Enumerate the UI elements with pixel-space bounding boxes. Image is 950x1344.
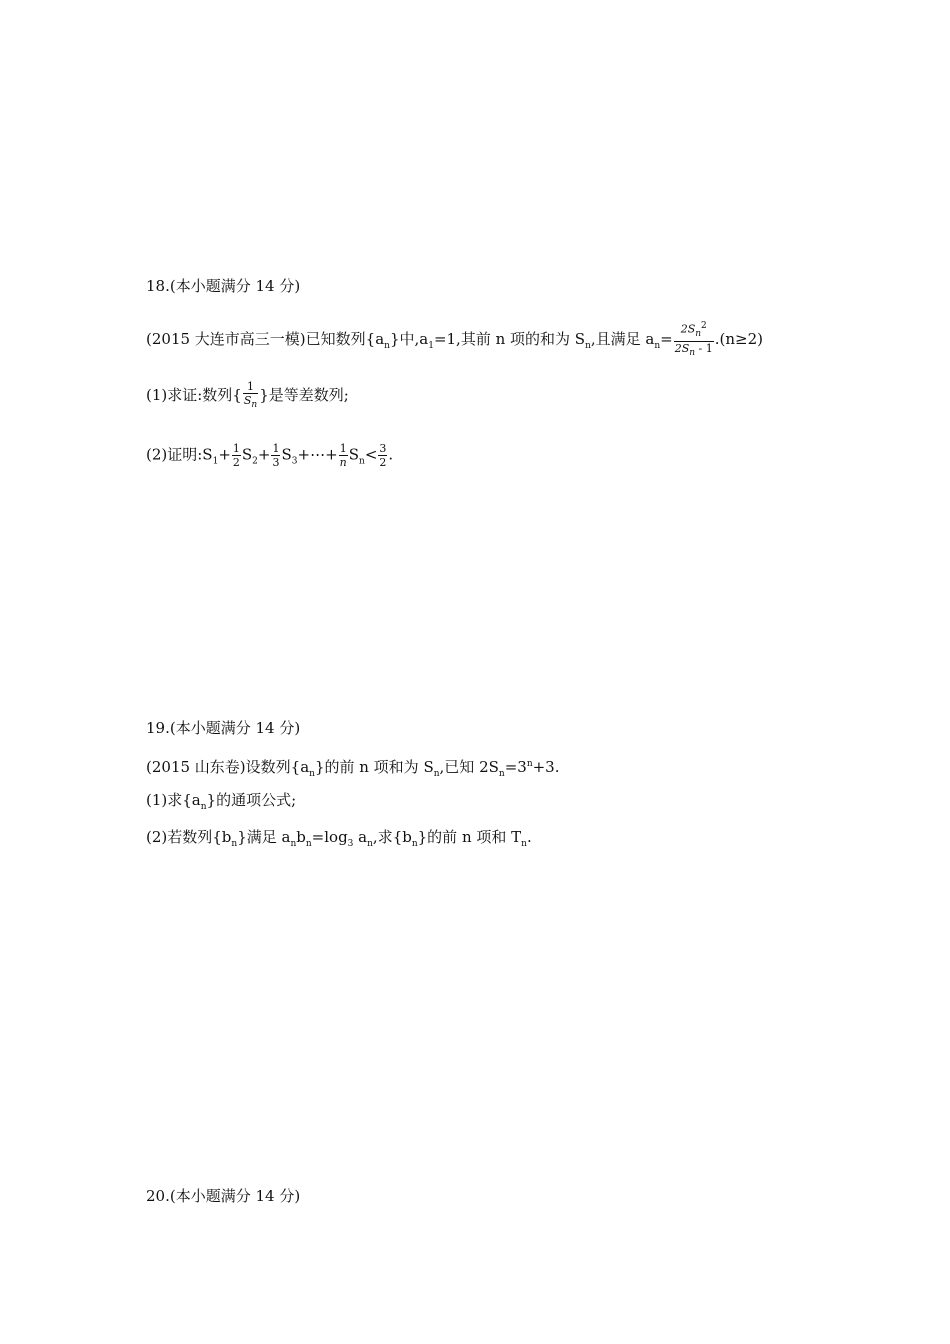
equals-sign: =: [660, 330, 673, 349]
q18-header: 18.(本小题满分 14 分): [146, 277, 301, 295]
q18-stem-text-2: }中,a: [389, 330, 429, 349]
q19-stem: (2015 山东卷)设数列$\{a_n\}$的前 n 项和为 $S_n$,已知 $2S_n=3^n+3$.: [146, 758, 560, 779]
fraction-numerator: 1: [247, 380, 255, 393]
fraction-numerator: $2S_n^2$: [680, 321, 707, 339]
q18-part2: (2)证明$:S_1+$ $\frac{1}{2}$ $S_2+$ $\frac{1}{3}$ $S_3+\cdots+$ $\frac{1}{n}$ $S_n<$ $\frac{3}{2}$ .: [146, 442, 394, 469]
sub-n: n: [384, 341, 390, 352]
q18-an-fraction: [674, 320, 714, 360]
fraction-denominator: $S_n$: [243, 394, 258, 411]
q18-part1-fraction: [243, 380, 258, 412]
q18-part1-prefix: (1)求证:数列{: [146, 386, 242, 405]
fraction-one-third: $\frac{1}{3}$: [272, 442, 280, 469]
q18-part1: [146, 380, 349, 412]
q18-stem-text-4: ,且满足 a: [590, 330, 655, 349]
q18-stem-condition: .(n≥2): [714, 330, 764, 349]
sub-1: 1: [428, 341, 434, 352]
fraction-one-half: $\frac{1}{2}$: [232, 442, 240, 469]
q18-stem-text-3: =1,其前 n 项的和为 S: [433, 330, 586, 349]
fraction-one-over-n: $\frac{1}{n}$: [339, 442, 347, 469]
sub-n: n: [654, 341, 661, 352]
q19-header: 19.(本小题满分 14 分): [146, 719, 301, 737]
q20-header: 20.(本小题满分 14 分): [146, 1187, 301, 1205]
fraction-denominator: $2S_n - 1$: [674, 341, 713, 359]
fraction-three-halves: $\frac{3}{2}$: [379, 442, 387, 469]
q19-part2: (2)若数列$\{b_n\}$满足 $a_nb_n=\log_3$ $a_n$,求$\{b_n\}$的前 n 项和 $T_n$.: [146, 828, 532, 849]
q18-stem: [146, 320, 763, 360]
sub-n: n: [585, 341, 591, 352]
q18-stem-text-1: (2015 大连市高三一模)已知数列{a: [146, 330, 385, 349]
q18-part2-prefix: (2)证明:S: [146, 445, 213, 464]
q19-part1: (1)求$\{a_n\}$的通项公式;: [146, 791, 297, 812]
q18-part1-suffix: }是等差数列;: [259, 386, 349, 405]
